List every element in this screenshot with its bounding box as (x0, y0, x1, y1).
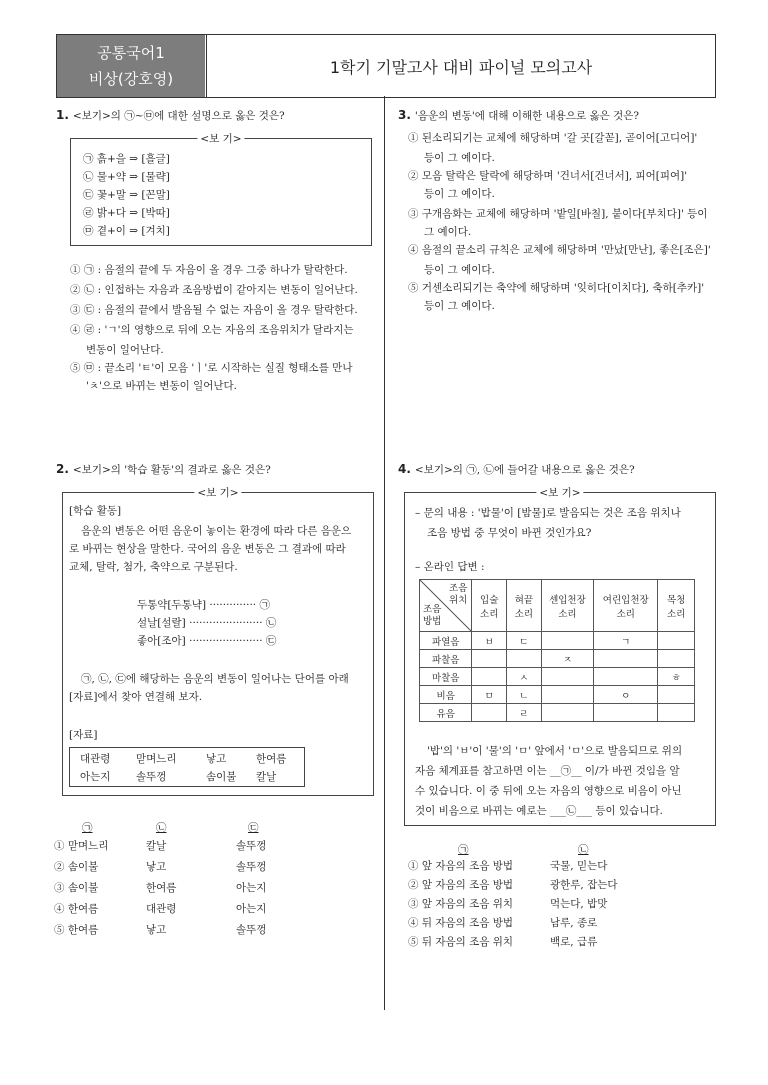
inquiry-text: – 문의 내용 : '밥물'이 [밤물]로 발음되는 것은 조음 위치나 (415, 507, 681, 519)
corner-label: 위치 (449, 595, 468, 606)
chart-cell: ㄱ (594, 632, 658, 650)
question-1-title (56, 108, 285, 123)
instruction: ㉠, ㉡, ㉢에 해당하는 음운의 변동이 일어나는 단어를 아래 (81, 673, 349, 685)
col-head-line: 여린입천장 (602, 594, 649, 606)
q2-option-cell: 아는지 (236, 882, 267, 894)
q4-option-cell: 국물, 믿는다 (550, 860, 608, 872)
chart-cell: ㄴ (507, 686, 542, 704)
chart-cell: ㄷ (507, 632, 542, 650)
chart-cell (541, 668, 593, 686)
q4-option-1[interactable]: ① 앞 자음의 조음 방법 (408, 860, 513, 872)
inquiry-text: 조음 방법 중 무엇이 바뀐 것인가요? (427, 527, 592, 539)
q4-option-cell: 광한루, 잡는다 (550, 879, 618, 891)
question-text: '음운의 변동'에 대해 이해한 내용으로 옳은 것은? (414, 110, 640, 122)
data-word: 맏며느리 (136, 753, 177, 765)
example-word: 좋아[조아] ······················ ㉢ (137, 635, 277, 647)
data-word: 솔뚜껑 (136, 771, 167, 783)
answer-text: 것이 비음으로 바뀌는 예로는 ___㉡___ 등이 있습니다. (415, 805, 663, 817)
q3-option-2-cont: 등이 그 예이다. (424, 188, 495, 200)
consonant-chart (419, 579, 695, 722)
example-item: ㉣ 밝+다 ⇒ [박따] (83, 207, 170, 219)
q2-option-cell: 칼날 (146, 840, 167, 852)
col-head-line: 소리 (667, 608, 686, 620)
chart-row-head: 파열음 (420, 632, 472, 650)
chart-cell (594, 668, 658, 686)
question-text: <보기>의 ㉠, ㉡에 들어갈 내용으로 옳은 것은? (414, 464, 635, 476)
column-head: ㉠ (458, 844, 469, 856)
q2-option-cell: 아는지 (236, 903, 267, 915)
q2-option-cell: 낳고 (146, 924, 167, 936)
example-word: 두통약[두통냑] ·············· ㉠ (137, 599, 270, 611)
q3-option-4[interactable]: ④ 음절의 끝소리 규칙은 교체에 해당하며 '만났[만난], 좋은[조은]' (408, 244, 711, 256)
data-word: 아는지 (80, 771, 111, 783)
q3-option-4-cont: 등이 그 예이다. (424, 264, 495, 276)
instruction: [자료]에서 찾아 연결해 보자. (69, 691, 203, 703)
q4-option-4[interactable]: ④ 뒤 자음의 조음 방법 (408, 917, 513, 929)
col-head-line: 소리 (514, 608, 534, 620)
chart-cell: ㅇ (594, 686, 658, 704)
example-item: ㉠ 흙+을 ⇒ [흘글] (83, 153, 170, 165)
col-head-line: 입술 (480, 594, 499, 606)
q2-option-cell: 낳고 (146, 861, 167, 873)
question-number: 1. (56, 108, 69, 122)
col-head-line: 소리 (616, 608, 635, 620)
corner-label: 방법 (423, 616, 442, 627)
q4-option-cell: 먹는다, 밥맛 (550, 898, 608, 910)
chart-cell: ㅎ (658, 668, 695, 686)
data-word: 낳고 (206, 753, 227, 765)
corner-label: 조음 (449, 583, 468, 594)
chart-cell (472, 650, 507, 668)
example-item: ㉢ 꽃+말 ⇒ [꼰말] (83, 189, 170, 201)
chart-col-head (541, 580, 593, 632)
q2-option-4[interactable]: ④ 한여름 (54, 903, 99, 915)
chart-col-head (658, 580, 695, 632)
chart-cell (507, 650, 542, 668)
chart-cell (472, 704, 507, 722)
q4-option-cell: 백로, 급류 (550, 936, 598, 948)
q2-option-3[interactable]: ③ 솜이불 (54, 882, 99, 894)
chart-cell (594, 704, 658, 722)
chart-cell (541, 704, 593, 722)
chart-cell (658, 704, 695, 722)
column-head: ㉡ (156, 822, 167, 834)
column-head: ㉠ (82, 822, 93, 834)
chart-row-head: 비음 (420, 686, 472, 704)
chart-cell: ㄹ (507, 704, 542, 722)
q4-option-5[interactable]: ⑤ 뒤 자음의 조음 위치 (408, 936, 513, 948)
q2-option-cell: 한여름 (146, 882, 177, 894)
col-head-line: 소리 (558, 608, 577, 620)
question-text: <보기>의 '학습 활동'의 결과로 옳은 것은? (72, 464, 271, 476)
example-item: ㉡ 물+약 ⇒ [물략] (83, 171, 170, 183)
question-number: 4. (398, 462, 411, 476)
q1-option-1[interactable]: ① ㉠ : 음절의 끝에 두 자음이 올 경우 그중 하나가 탈락한다. (70, 264, 348, 276)
data-word: 대관령 (80, 753, 111, 765)
chart-cell (594, 650, 658, 668)
q4-option-cell: 남루, 종로 (550, 917, 598, 929)
exam-title: 1학기 기말고사 대비 파이널 모의고사 (206, 35, 715, 97)
column-head: ㉡ (578, 844, 589, 856)
chart-col-head (594, 580, 658, 632)
q1-option-4-cont: 변동이 일어난다. (86, 344, 164, 356)
activity-paragraph: 로 바뀌는 현상을 말한다. 국어의 음운 변동은 그 결과에 따라 (69, 543, 346, 555)
textbook-publisher: 비상(강호영) (88, 70, 174, 88)
q2-example-box (62, 487, 374, 796)
q2-option-cell: 솔뚜껑 (236, 924, 267, 936)
column-head: ㉢ (248, 822, 259, 834)
answer-text: 자음 체계표를 참고하면 이는 __㉠__ 이/가 바뀐 것임을 알 (415, 765, 680, 777)
subject-name: 공통국어1 (97, 44, 165, 62)
q1-option-3[interactable]: ③ ㉢ : 음절의 끝에서 발음될 수 없는 자음이 올 경우 탈락한다. (70, 304, 358, 316)
activity-label: [학습 활동] (69, 505, 122, 517)
data-word: 한여름 (256, 753, 287, 765)
col-head-line: 소리 (480, 608, 499, 620)
q2-option-1[interactable]: ① 맏며느리 (54, 840, 109, 852)
chart-cell: ㅅ (507, 668, 542, 686)
q1-example-box (70, 133, 372, 246)
chart-row-head: 파찰음 (420, 650, 472, 668)
data-word: 칼날 (256, 771, 277, 783)
col-head-line: 혀끝 (514, 594, 534, 606)
q3-option-1[interactable]: ① 된소리되기는 교체에 해당하며 '갈 곳[갈꼳], 곧이어[고디어]' (408, 132, 698, 144)
answer-text: '밥'의 'ㅂ'이 '물'의 'ㅁ' 앞에서 'ㅁ'으로 발음되므로 위의 (427, 745, 683, 757)
box-title: <보 기> (194, 485, 241, 500)
q2-option-cell: 솔뚜껑 (236, 861, 267, 873)
q3-option-5-cont: 등이 그 예이다. (424, 300, 495, 312)
activity-paragraph: 교체, 탈락, 첨가, 축약으로 구분된다. (69, 561, 238, 573)
answer-label: – 온라인 답변 : (415, 561, 485, 573)
q3-option-2[interactable]: ② 모음 탈락은 탈락에 해당하며 '건너서[건너서], 피어[피여]' (408, 170, 688, 182)
corner-label: 조음 (423, 604, 442, 615)
question-2-title (56, 462, 271, 477)
answer-text: 수 있습니다. 이 중 뒤에 오는 자음의 영향으로 비음이 아닌 (415, 785, 682, 797)
q1-option-4[interactable]: ④ ㉣ : 'ㄱ'의 영향으로 뒤에 오는 자음의 조음위치가 달라지는 (70, 324, 354, 336)
chart-row-head: 유음 (420, 704, 472, 722)
q4-option-3[interactable]: ③ 앞 자음의 조음 위치 (408, 898, 513, 910)
question-4-title (398, 462, 635, 477)
chart-cell: ㅁ (472, 686, 507, 704)
q3-option-1-cont: 등이 그 예이다. (424, 152, 495, 164)
q1-option-5-cont: 'ㅊ'으로 바뀌는 변동이 일어난다. (86, 380, 237, 392)
chart-cell: ㅂ (472, 632, 507, 650)
chart-cell (472, 668, 507, 686)
example-word: 설날[설랄] ······················ ㉡ (137, 617, 277, 629)
chart-cell (658, 632, 695, 650)
question-text: <보기>의 ㉠~㉤에 대한 설명으로 옳은 것은? (72, 110, 285, 122)
chart-cell (658, 650, 695, 668)
question-number: 3. (398, 108, 411, 122)
col-head-line: 센입천장 (549, 594, 586, 606)
question-number: 2. (56, 462, 69, 476)
column-divider (384, 96, 385, 1010)
q3-option-3-cont: 그 예이다. (424, 226, 472, 238)
chart-cell (541, 686, 593, 704)
q2-option-2[interactable]: ② 솜이불 (54, 861, 99, 873)
question-3-title (398, 108, 639, 123)
chart-cell: ㅈ (541, 650, 593, 668)
chart-row-head: 마찰음 (420, 668, 472, 686)
q1-option-5[interactable]: ⑤ ㉤ : 끝소리 'ㅌ'이 모음 'ㅣ'로 시작하는 실질 형태소를 만나 (70, 362, 353, 374)
q2-option-5[interactable]: ⑤ 한여름 (54, 924, 99, 936)
chart-cell (541, 632, 593, 650)
data-word: 솜이불 (206, 771, 237, 783)
q2-option-cell: 대관령 (146, 903, 177, 915)
q2-option-cell: 솔뚜껑 (236, 840, 267, 852)
box-title: <보 기> (197, 131, 244, 146)
q4-example-box (404, 487, 716, 826)
activity-paragraph: 음운의 변동은 어떤 음운이 놓이는 환경에 따라 다른 음운으 (81, 525, 352, 537)
exam-header (56, 34, 716, 98)
chart-cell (658, 686, 695, 704)
chart-col-head (472, 580, 507, 632)
chart-col-head (507, 580, 542, 632)
q3-option-5[interactable]: ⑤ 거센소리되기는 축약에 해당하며 '잊히다[이치다], 축하[추카]' (408, 282, 705, 294)
box-title: <보 기> (536, 485, 583, 500)
q1-option-2[interactable]: ② ㉡ : 인접하는 자음과 조음방법이 같아지는 변동이 일어난다. (70, 284, 358, 296)
data-label: [자료] (69, 729, 98, 741)
q4-option-2[interactable]: ② 앞 자음의 조음 방법 (408, 879, 513, 891)
q3-option-3[interactable]: ③ 구개음화는 교체에 해당하며 '밭일[바칠], 붙이다[부치다]' 등이 (408, 208, 708, 220)
example-item: ㉤ 곁+이 ⇒ [겨치] (83, 225, 170, 237)
col-head-line: 목청 (667, 594, 686, 606)
data-word-box (69, 747, 305, 787)
subject-badge (57, 35, 205, 97)
chart-corner (420, 580, 472, 632)
